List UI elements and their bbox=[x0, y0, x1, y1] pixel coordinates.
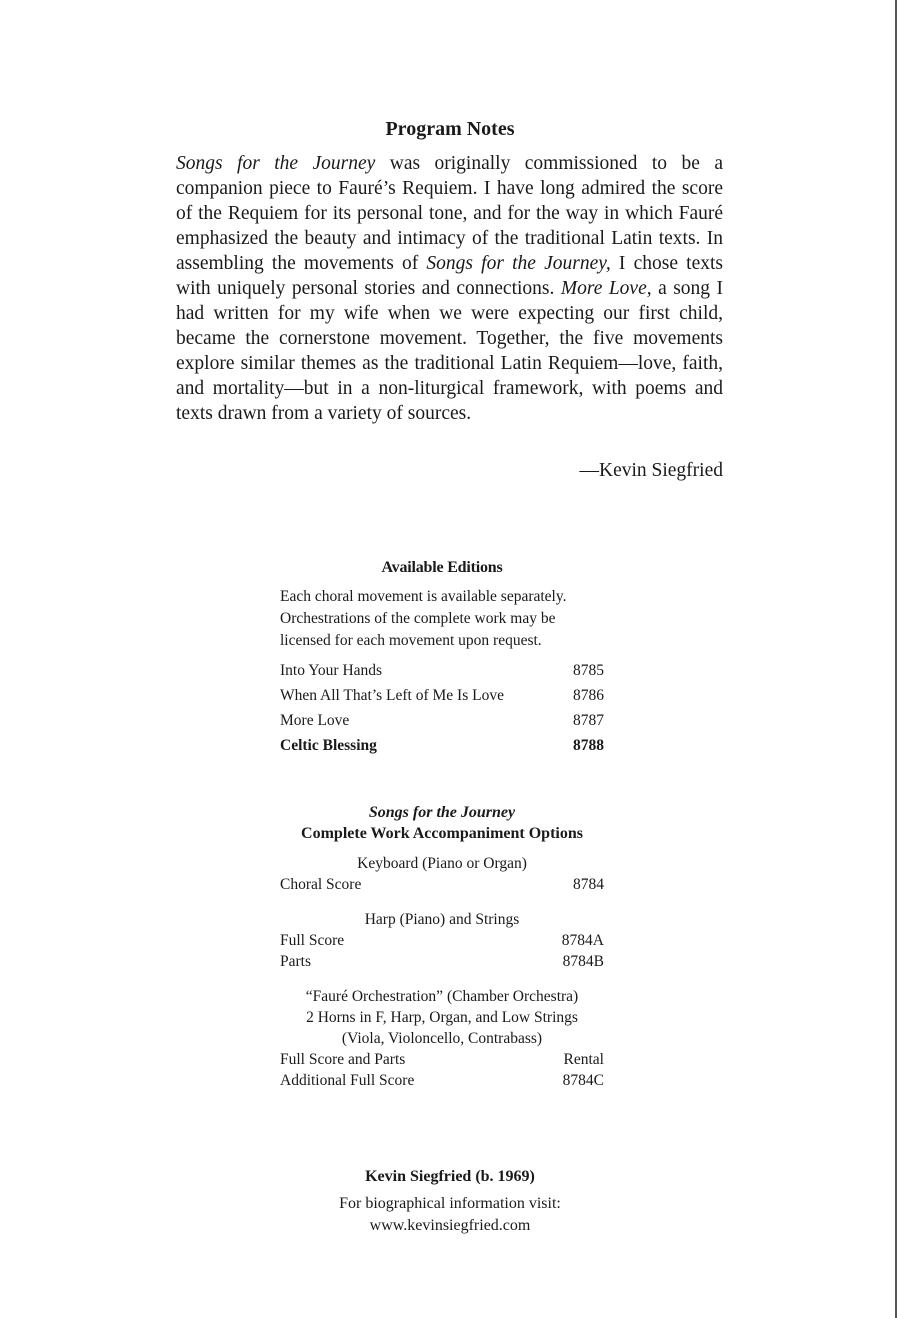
edition-row bbox=[280, 733, 604, 758]
accompaniment-item-name: Additional Full Score bbox=[280, 1072, 415, 1089]
accompaniment-heading: (Viola, Violoncello, Contrabass) bbox=[341, 1029, 543, 1047]
edition-row bbox=[280, 708, 604, 733]
complete-work-section bbox=[280, 802, 604, 1092]
accompaniment-item-name: Choral Score bbox=[280, 876, 362, 893]
composer-section bbox=[0, 1166, 900, 1237]
edition-row bbox=[280, 658, 604, 683]
accompaniment-item-number: 8784B bbox=[562, 953, 604, 970]
edition-number: 8786 bbox=[573, 687, 604, 704]
program-notes-signature: —Kevin Siegfried bbox=[579, 460, 723, 481]
composer-bio-label: For biographical information visit: bbox=[339, 1195, 561, 1212]
edition-name: Into Your Hands bbox=[280, 662, 383, 679]
program-notes-body bbox=[176, 151, 723, 426]
notes-text: was originally commissioned to be a companion piece to Fauré’s Requiem. I have long admired the score of the Requiem for its personal tone, and for the way in which Fauré emphasized the beauty and intimacy of the traditional Latin texts. In assembling the movements of bbox=[176, 153, 723, 274]
accompaniment-heading: “Fauré Orchestration” (Chamber Orchestra) bbox=[305, 987, 579, 1005]
accompaniment-row bbox=[280, 874, 604, 896]
edition-number: 8788 bbox=[573, 737, 604, 754]
accompaniment-heading: Keyboard (Piano or Organ) bbox=[357, 855, 527, 872]
program-notes-title: Program Notes bbox=[385, 118, 515, 140]
accompaniment-item-number: Rental bbox=[563, 1050, 604, 1068]
complete-work-title: Complete Work Accompaniment Options bbox=[301, 825, 583, 842]
complete-work-title-italic: Songs for the Journey bbox=[368, 804, 516, 821]
notes-text: a song I had written for my wife when we were expecting our first child, became the cornerstone movement. Together, the five movements explore similar themes as the traditional Latin Requiem—love, faith, and mortality—but in a non-liturgical framework, with poems and texts drawn from a variety of sources. bbox=[176, 278, 723, 424]
group-spacer bbox=[280, 973, 604, 986]
composer-website: www.kevinsiegfried.com bbox=[369, 1217, 531, 1234]
composer-name: Kevin Siegfried (b. 1969) bbox=[365, 1168, 535, 1185]
edition-number: 8785 bbox=[573, 662, 604, 679]
italic-title-text: More Love, bbox=[560, 278, 652, 299]
accompaniment-row bbox=[280, 930, 604, 952]
available-editions-title: Available Editions bbox=[381, 559, 503, 576]
edition-name: Celtic Blessing bbox=[280, 737, 377, 754]
edition-row bbox=[280, 683, 604, 708]
accompaniment-groups bbox=[280, 853, 604, 1092]
accompaniment-heading: Harp (Piano) and Strings bbox=[364, 910, 520, 928]
accompaniment-row bbox=[280, 1049, 604, 1071]
edition-name: When All That’s Left of Me Is Love bbox=[280, 687, 504, 704]
accompaniment-row bbox=[280, 1070, 604, 1092]
accompaniment-item-name: Full Score bbox=[280, 931, 345, 949]
notes-text: I chose texts with uniquely personal stories and connections. bbox=[176, 253, 723, 299]
page-edge-line bbox=[895, 0, 897, 1318]
accompaniment-row bbox=[280, 951, 604, 973]
accompaniment-heading: 2 Horns in F, Harp, Organ, and Low Strings bbox=[306, 1008, 578, 1026]
edition-name: More Love bbox=[280, 712, 350, 729]
italic-title-text: Songs for the Journey, bbox=[426, 253, 611, 274]
italic-title-text: Songs for the Journey bbox=[176, 153, 376, 174]
accompaniment-item-number: 8784 bbox=[573, 876, 604, 893]
accompaniment-item-name: Full Score and Parts bbox=[280, 1050, 406, 1068]
accompaniment-item-name: Parts bbox=[280, 953, 311, 970]
accompaniment-item-number: 8784C bbox=[562, 1072, 604, 1089]
group-spacer bbox=[280, 896, 604, 909]
edition-number: 8787 bbox=[573, 712, 604, 729]
available-editions-section bbox=[280, 559, 604, 758]
available-editions-description: Each choral movement is available separately. Orchestrations of the complete work may be licensed for each movement upon request. bbox=[280, 588, 567, 649]
accompaniment-item-number: 8784A bbox=[561, 931, 604, 949]
editions-list bbox=[280, 658, 604, 758]
